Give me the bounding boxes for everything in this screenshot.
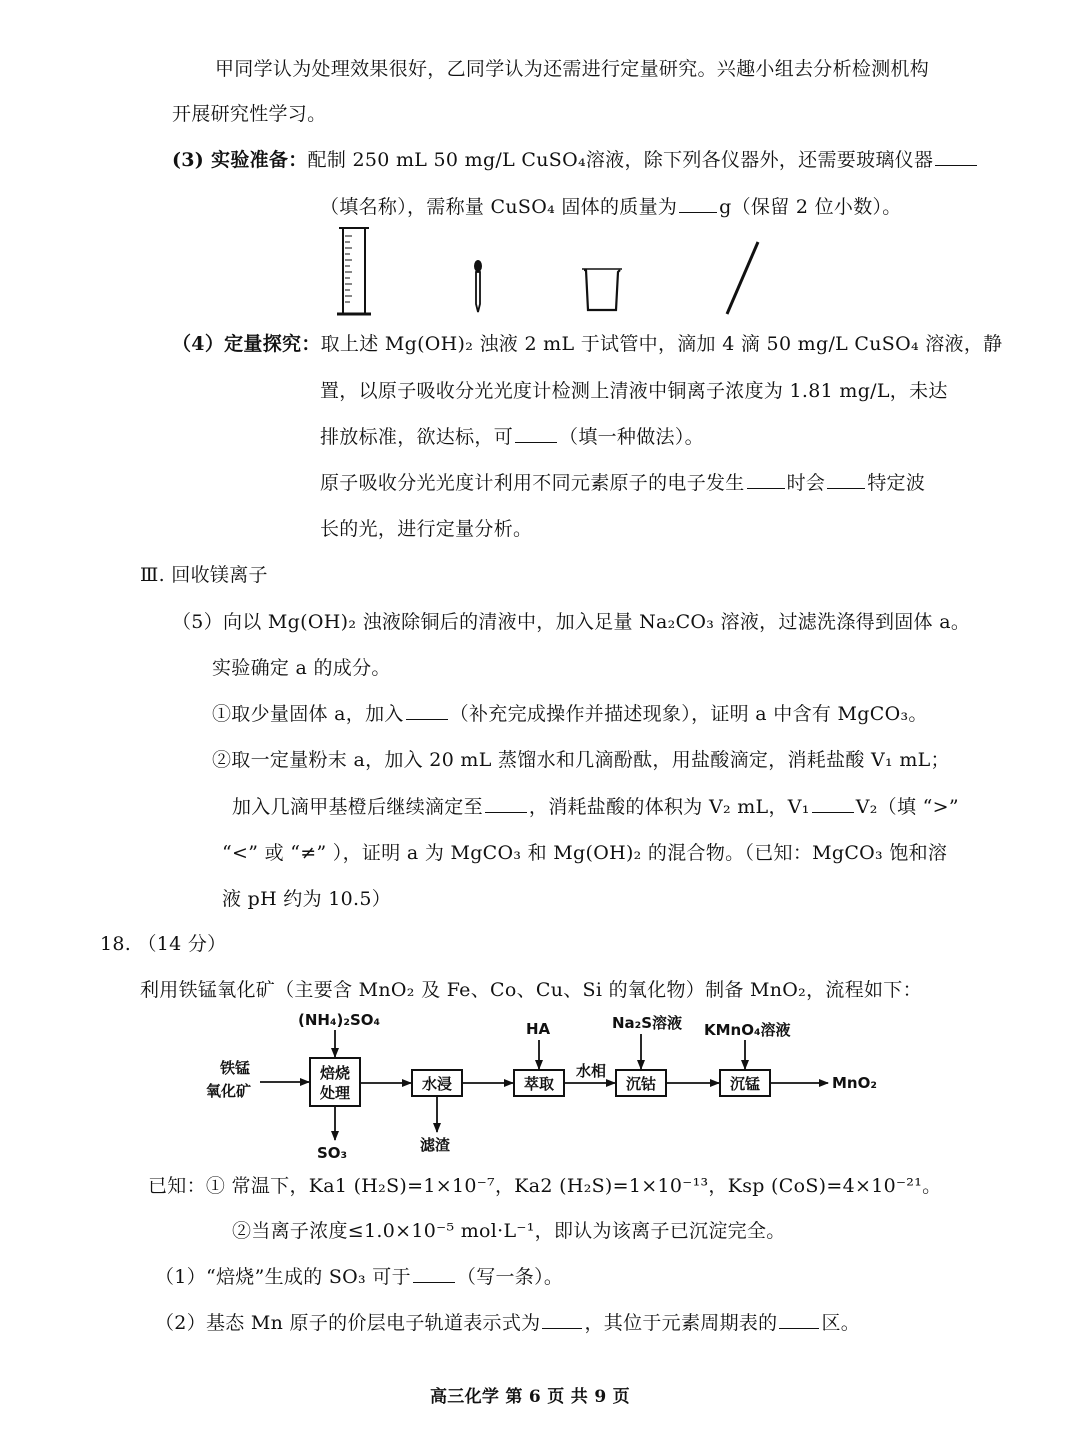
q4-label: （4）定量探究：	[172, 333, 321, 355]
stream-label: 水相	[576, 1062, 607, 1080]
q4-line-1	[172, 330, 1002, 358]
beaker-icon	[582, 269, 622, 310]
q4-text-3a: 排放标准，欲达标，可	[320, 426, 514, 448]
q18-part-1b: （写一条）。	[456, 1266, 564, 1288]
q4-text-3b: （填一种做法）。	[559, 426, 704, 448]
q3-text-1: 配制 250 mL 50 mg/L CuSO₄溶液，除下列各仪器外，还需要玻璃仪器	[307, 149, 934, 171]
q18-part-2	[155, 1309, 860, 1337]
known-1: 已知：① 常温下，Ka1 (H₂S)=1×10⁻⁷，Ka2 (H₂S)=1×10⁻¹³，Ksp (CoS)=4×10⁻²¹。	[148, 1175, 942, 1197]
known-2: ②当离子浓度≤1.0×10⁻⁵ mol·L⁻¹，即认为该离子已沉淀完全。	[232, 1220, 786, 1242]
reagent-label: (NH₄)₂SO₄	[298, 1011, 381, 1029]
q5-step-1b: （补充完成操作并描述现象），证明 a 中含有 MgCO₃。	[449, 703, 928, 725]
answer-blank[interactable]	[515, 424, 557, 443]
q5-line-2: 实验确定 a 的成分。	[212, 657, 391, 679]
q4-text-4a: 原子吸收分光光度计利用不同元素原子的电子发生	[320, 472, 745, 494]
lab-instruments	[330, 222, 800, 322]
q4-text-4c: 特定波	[867, 472, 926, 494]
q5-step-2-line-2	[232, 793, 959, 821]
q18-part-1	[155, 1263, 563, 1291]
process-step-label: 处理	[319, 1084, 351, 1102]
q18-header: 18. （14 分）	[100, 933, 227, 955]
intro-line-1: 甲同学认为处理效果很好，乙同学认为还需进行定量研究。兴趣小组去分析检测机构	[215, 58, 930, 80]
dropper-icon	[474, 260, 482, 312]
intro-line-2: 开展研究性学习。	[172, 103, 327, 125]
q5-step-2b: ，消耗盐酸的体积为 V₂ mL，V₁	[528, 796, 810, 818]
q4-line-2: 置，以原子吸收分光光度计检测上清液中铜离子浓度为 1.81 mg/L，未达	[320, 380, 948, 402]
q3-line-1	[172, 146, 979, 174]
q4-text-4b: 时会	[786, 472, 826, 494]
section-heading: Ⅲ. 回收镁离子	[140, 564, 268, 586]
answer-blank[interactable]	[935, 147, 977, 166]
q3-line-2	[320, 193, 902, 221]
q5-step-2-line-1: ②取一定量粉末 a，加入 20 mL 蒸馏水和几滴酚酞，用盐酸滴定，消耗盐酸 V₁ mL；	[212, 749, 950, 771]
q4-text-1: 取上述 Mg(OH)₂ 浊液 2 mL 于试管中，滴加 4 滴 50 mg/L CuSO₄ 溶液，静	[320, 333, 1003, 355]
q4-line-5: 长的光，进行定量分析。	[320, 518, 533, 540]
q5-step-2c: V₂（填 “>”	[855, 796, 959, 818]
q3-text-2a: （填名称），需称量 CuSO₄ 固体的质量为	[320, 196, 678, 218]
reagent-label: KMnO₄溶液	[704, 1021, 791, 1039]
answer-blank[interactable]	[413, 1264, 455, 1283]
process-step-label: 沉锰	[729, 1075, 761, 1093]
answer-blank[interactable]	[542, 1310, 582, 1329]
q4-line-4	[320, 469, 925, 497]
process-flowchart	[190, 1008, 910, 1168]
q5-step-1	[212, 700, 928, 728]
raw-material-label-2: 氧化矿	[206, 1082, 252, 1100]
q4-line-3	[320, 423, 704, 451]
answer-blank[interactable]	[485, 794, 527, 813]
reagent-label: Na₂S溶液	[612, 1014, 683, 1032]
q5-step-1a: ①取少量固体 a，加入	[212, 703, 404, 725]
graduated-cylinder-icon	[337, 228, 371, 314]
answer-blank[interactable]	[679, 194, 717, 213]
page-footer: 高三化学 第 6 页 共 9 页	[430, 1387, 630, 1407]
q18-intro: 利用铁锰氧化矿（主要含 MnO₂ 及 Fe、Co、Cu、Si 的氧化物）制备 MnO₂，流程如下：	[140, 979, 922, 1001]
answer-blank[interactable]	[827, 470, 865, 489]
q18-part-2a: （2）基态 Mn 原子的价层电子轨道表示式为	[155, 1312, 541, 1334]
raw-material-label-1: 铁锰	[220, 1059, 251, 1077]
answer-blank[interactable]	[812, 794, 854, 813]
q3-label: (3) 实验准备：	[172, 149, 308, 171]
output-label: SO₃	[317, 1144, 348, 1162]
process-step-label: 沉钴	[625, 1075, 657, 1093]
q18-part-1a: （1）“焙烧”生成的 SO₃ 可于	[155, 1266, 411, 1288]
glass-rod-icon	[727, 242, 758, 314]
process-step-label: 萃取	[523, 1075, 555, 1093]
q18-part-2c: 区。	[821, 1312, 861, 1334]
q5-step-2-line-3: “<” 或 “≠” ），证明 a 为 MgCO₃ 和 Mg(OH)₂ 的混合物。（已知：MgCO₃ 饱和溶	[222, 842, 948, 864]
q5-step-2-line-4: 液 pH 约为 10.5）	[222, 888, 392, 910]
answer-blank[interactable]	[406, 701, 448, 720]
product-label: MnO₂	[832, 1074, 877, 1092]
q5-line-1: （5）向以 Mg(OH)₂ 浊液除铜后的清液中，加入足量 Na₂CO₃ 溶液，过滤洗涤得到固体 a。	[172, 611, 971, 633]
answer-blank[interactable]	[747, 470, 785, 489]
answer-blank[interactable]	[779, 1310, 819, 1329]
reagent-label: HA	[526, 1020, 551, 1038]
q3-text-2b: g（保留 2 位小数）。	[719, 196, 902, 218]
output-label: 滤渣	[420, 1136, 451, 1154]
process-step-label: 水浸	[421, 1075, 453, 1093]
q5-step-2a: 加入几滴甲基橙后继续滴定至	[232, 796, 483, 818]
process-step-label: 焙烧	[319, 1064, 351, 1082]
q18-part-2b: ，其位于元素周期表的	[584, 1312, 778, 1334]
